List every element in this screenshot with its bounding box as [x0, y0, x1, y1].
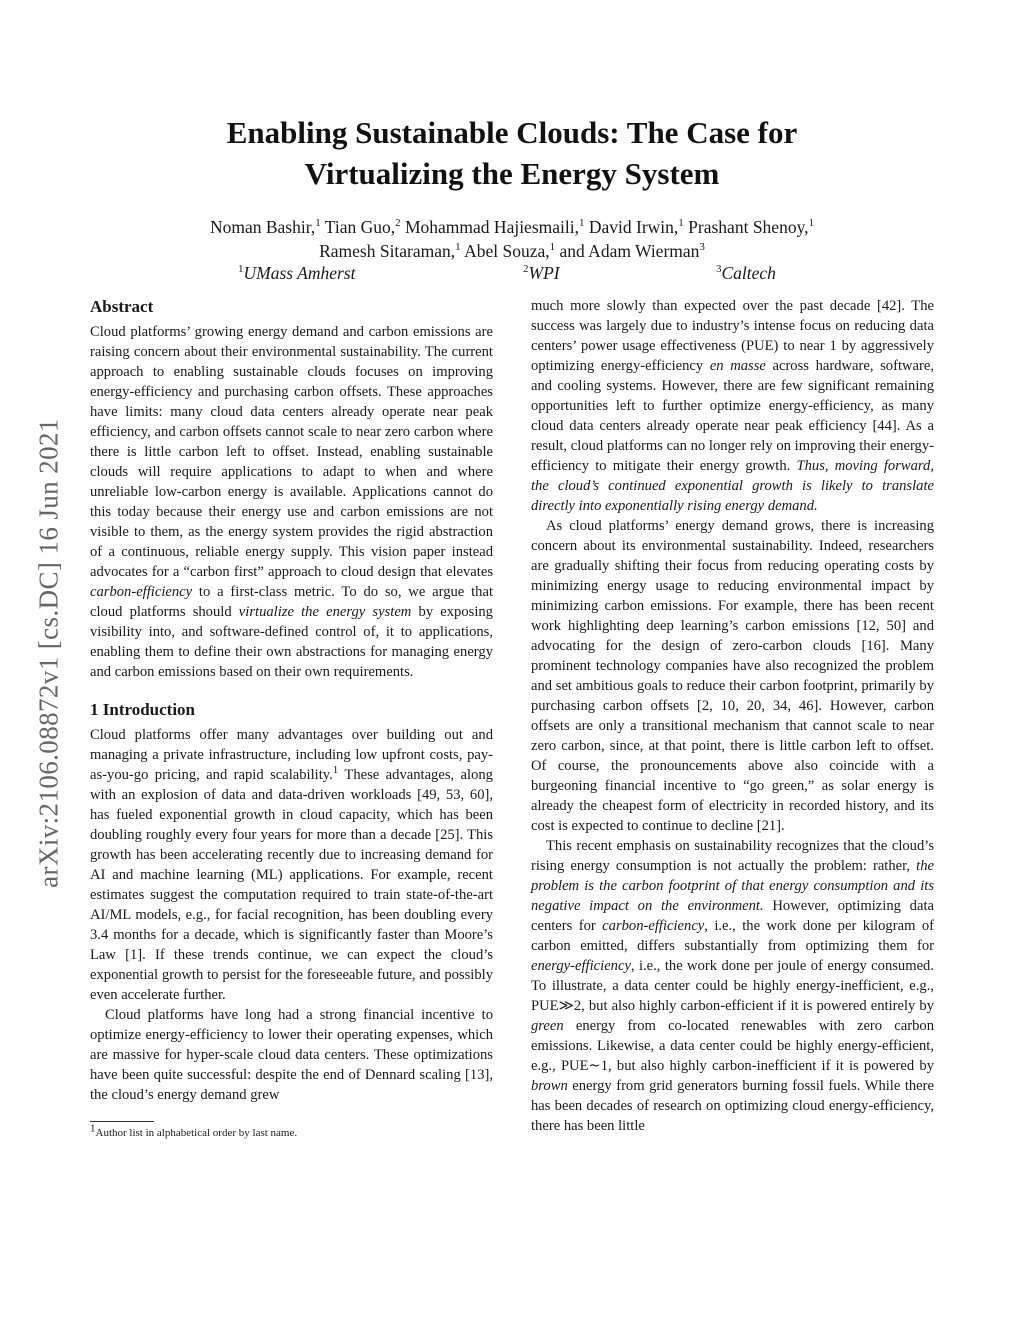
- intro-paragraph: Cloud platforms have long had a strong financial incentive to optimize energy-efficiency to lower their operating expenses, which are massive for hyper-scale cloud data centers. These optimizations have been quite successful: despite the end of Dennard scaling [13], the cloud’s energy demand grew: [90, 1007, 493, 1103]
- right-column: [531, 296, 934, 1136]
- title-line-1: Enabling Sustainable Clouds: The Case for: [226, 115, 798, 150]
- author-affil-mark: 2: [395, 217, 401, 230]
- body-paragraph: This recent emphasis on sustainability recognizes that the cloud’s rising energy consumption is not actually the problem: rather, the problem is the carbon footprint of that energy consumption and its negative impact on the environment. However, optimizing data centers for carbon-efficiency, i.e., the work done per kilogram of carbon emitted, differs substantially from optimizing them for energy-efficiency, i.e., the work done per joule of energy consumed. To illustrate, a data center could be highly energy-inefficient, e.g., PUE≫2, but also highly carbon-efficient if it is powered entirely by green energy from co-located renewables with zero carbon emissions. Likewise, a data center could be highly energy-efficient, e.g., PUE∼1, but also highly carbon-inefficient if it is powered by brown energy from grid generators burning fossil fuels. While there has been decades of research on optimizing cloud energy-efficiency, there has been little: [531, 838, 934, 1134]
- left-column: [90, 296, 493, 1141]
- author-name: Ramesh Sitaraman,: [319, 241, 456, 261]
- author-affil-mark: 1: [578, 217, 585, 230]
- author-affil-mark: 1: [315, 217, 321, 230]
- author-list: [120, 215, 904, 263]
- affiliation-list: [90, 263, 934, 287]
- title-line-2: Virtualizing the Energy System: [304, 156, 720, 191]
- author-affil-mark: 1: [808, 217, 815, 230]
- author-affil-mark: 1: [455, 241, 461, 254]
- affiliation-item: $^1$UMass Amherst: [238, 263, 356, 283]
- author-affil-mark: 1: [549, 241, 556, 254]
- author-name: and Adam Wierman: [559, 241, 700, 261]
- author-name: Prashant Shenoy,: [688, 217, 809, 237]
- affiliation-item: $^2$WPI: [523, 263, 560, 283]
- author-name: David Irwin,: [588, 217, 679, 237]
- author-affil-mark: 1: [678, 217, 684, 230]
- author-name: Mohammad Hajiesmaili,: [404, 217, 579, 237]
- intro-paragraph: Cloud platforms offer many advantages over building out and managing a private infrastructure, including low upfront costs, pay-as-you-go pricing, and rapid scalability.$^1$ These advantages, along with an explosion of data and data-driven workloads [49, 53, 60], has fueled exponential growth in cloud capacity, which has been doubling roughly every four years for more than a decade [25]. This growth has been accelerating recently due to increasing demand for AI and machine learning (ML) applications. For example, recent estimates suggest the computation required to train state-of-the-art AI/ML models, e.g., for facial recognition, has been doubling every 3.4 months for a decade, which is significantly faster than Moore’s Law [1]. If these trends continue, we can expect the cloud’s exponential growth to persist for the foreseeable future, and possibly even accelerate further.: [90, 727, 493, 1003]
- paper-title: [120, 112, 904, 194]
- abstract-text: Cloud platforms’ growing energy demand and carbon emissions are raising concern about their environmental sustainability. The current approach to enabling sustainable clouds focuses on improving energy-efficiency and purchasing carbon offsets. These approaches have limits: many cloud data centers already operate near peak efficiency, and carbon offsets cannot scale to near zero carbon where there is little carbon left to offset. Instead, enabling sustainable clouds will require applications to adapt to when and where unreliable low-carbon energy is available. Applications cannot do this today because their energy use and carbon emissions are not visible to them, as the energy system provides the rigid abstraction of a continuous, reliable energy supply. This vision paper instead advocates for a “carbon first” approach to cloud design that elevates carbon-efficiency to a first-class metric. To do so, we argue that cloud platforms should virtualize the energy system by exposing visibility into, and software-defined control of, it to applications, enabling them to define their own abstractions for managing energy and carbon emissions based on their own requirements.: [90, 324, 493, 680]
- footnote: $^1$Author list in alphabetical order by last name.: [90, 1122, 298, 1139]
- arxiv-identifier: [31, 360, 67, 945]
- author-name: Noman Bashir,: [209, 217, 316, 237]
- author-name: Tian Guo,: [324, 217, 396, 237]
- arxiv-id-text: arXiv:2106.08872v1 [cs.DC] 16 Jun 2021: [33, 417, 64, 888]
- author-affil-mark: 3: [699, 241, 705, 254]
- section-heading-introduction: 1 Introduction: [90, 700, 196, 719]
- footnote-mark: 1: [332, 764, 339, 777]
- body-paragraph: As cloud platforms’ energy demand grows, there is increasing concern about its environmental sustainability. Indeed, researchers are gradually shifting their focus from reducing operating costs by minimizing energy usage to reducing environmental impact by minimizing carbon emissions. For example, there has been recent work highlighting deep learning’s carbon emissions [12, 50] and advocating for the design of zero-carbon clouds [16]. Many prominent technology companies have also recognized the problem and set ambitious goals to reduce their carbon footprint, primarily by purchasing carbon offsets [2, 10, 20, 34, 46]. However, carbon offsets are only a transitional mechanism that cannot scale to near zero carbon, since, at that point, there is little carbon left to offset. Of course, the pronouncements above also coincide with a burgeoning financial incentive to “go green,” as solar energy is already the cheapest form of electricity in recorded history, and its cost is expected to continue to decline [21].: [531, 518, 934, 834]
- abstract-heading: Abstract: [90, 297, 154, 316]
- footnote-rule: [90, 1121, 154, 1122]
- affiliation-item: $^3$Caltech: [716, 263, 776, 283]
- body-paragraph: much more slowly than expected over the past decade [42]. The success was largely due to industry’s intense focus on reducing data centers’ power usage effectiveness (PUE) to near 1 by aggressively optimizing energy-efficiency en masse across hardware, software, and cooling systems. However, there are few significant remaining opportunities left to further optimize energy-efficiency, as many cloud data centers already operate near peak efficiency [44]. As a result, cloud platforms can no longer rely on improving their energy-efficiency to mitigate their energy growth. Thus, moving forward, the cloud’s continued exponential growth is likely to translate directly into exponentially rising energy demand.: [531, 298, 934, 514]
- author-name: Abel Souza,: [464, 241, 550, 261]
